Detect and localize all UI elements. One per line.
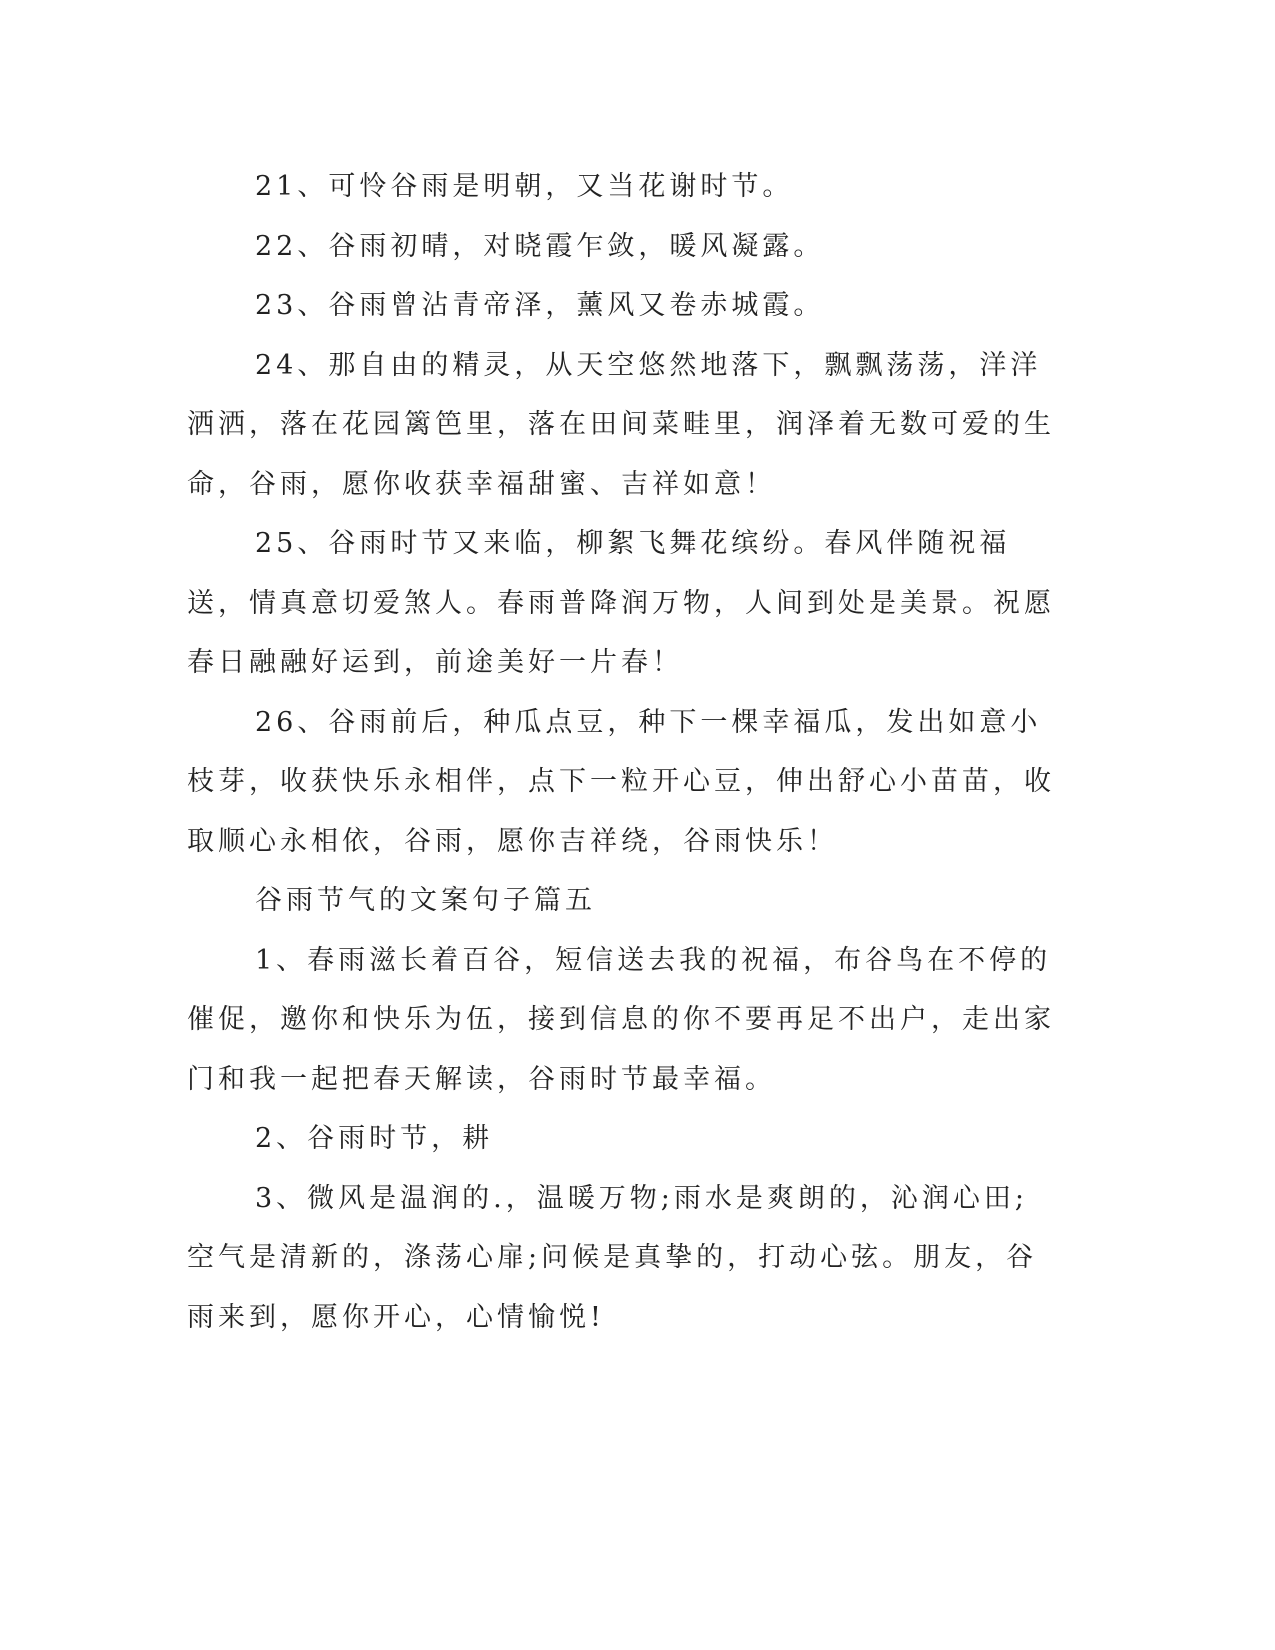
paragraph-26: 26、谷雨前后，种瓜点豆，种下一棵幸福瓜，发出如意小枝芽，收获快乐永相伴，点下一粒开心豆，伸出舒心小苗苗，收取顺心永相依，谷雨，愿你吉祥绕，谷雨快乐！: [187, 706, 1055, 857]
paragraph-22: 22、谷雨初晴，对晓霞乍敛，暖风凝露。: [255, 230, 825, 262]
paragraph-21: 21、可怜谷雨是明朝，又当花谢时节。: [255, 171, 794, 202]
paragraph-2: 2、谷雨时节，耕: [255, 1123, 494, 1154]
paragraph-24: 24、那自由的精灵，从天空悠然地落下，飘飘荡荡，洋洋洒洒，落在花园篱笆里，落在田间菜畦里，润泽着无数可爱的生命，谷雨，愿你收获幸福甜蜜、吉祥如意！: [187, 349, 1055, 500]
paragraph-1: 1、春雨滋长着百谷，短信送去我的祝福，布谷鸟在不停的催促，邀你和快乐为伍，接到信息的你不要再足不出户，走出家门和我一起把春天解读，谷雨时节最幸福。: [187, 944, 1055, 1095]
paragraph-23: 23、谷雨曾沾青帝泽，薰风又卷赤城霞。: [255, 290, 825, 321]
section-heading: 谷雨节气的文案句子篇五: [255, 885, 596, 916]
paragraph-3: 3、微风是温润的.，温暖万物;雨水是爽朗的，沁润心田;空气是清新的，涤荡心扉;问候是真挚的，打动心弦。朋友，谷雨来到，愿你开心，心情愉悦!: [187, 1182, 1038, 1333]
paragraph-25: 25、谷雨时节又来临，柳絮飞舞花缤纷。春风伴随祝福送，情真意切爱煞人。春雨普降润万物，人间到处是美景。祝愿春日融融好运到，前途美好一片春！: [187, 528, 1055, 678]
document-body: [187, 157, 1057, 1347]
